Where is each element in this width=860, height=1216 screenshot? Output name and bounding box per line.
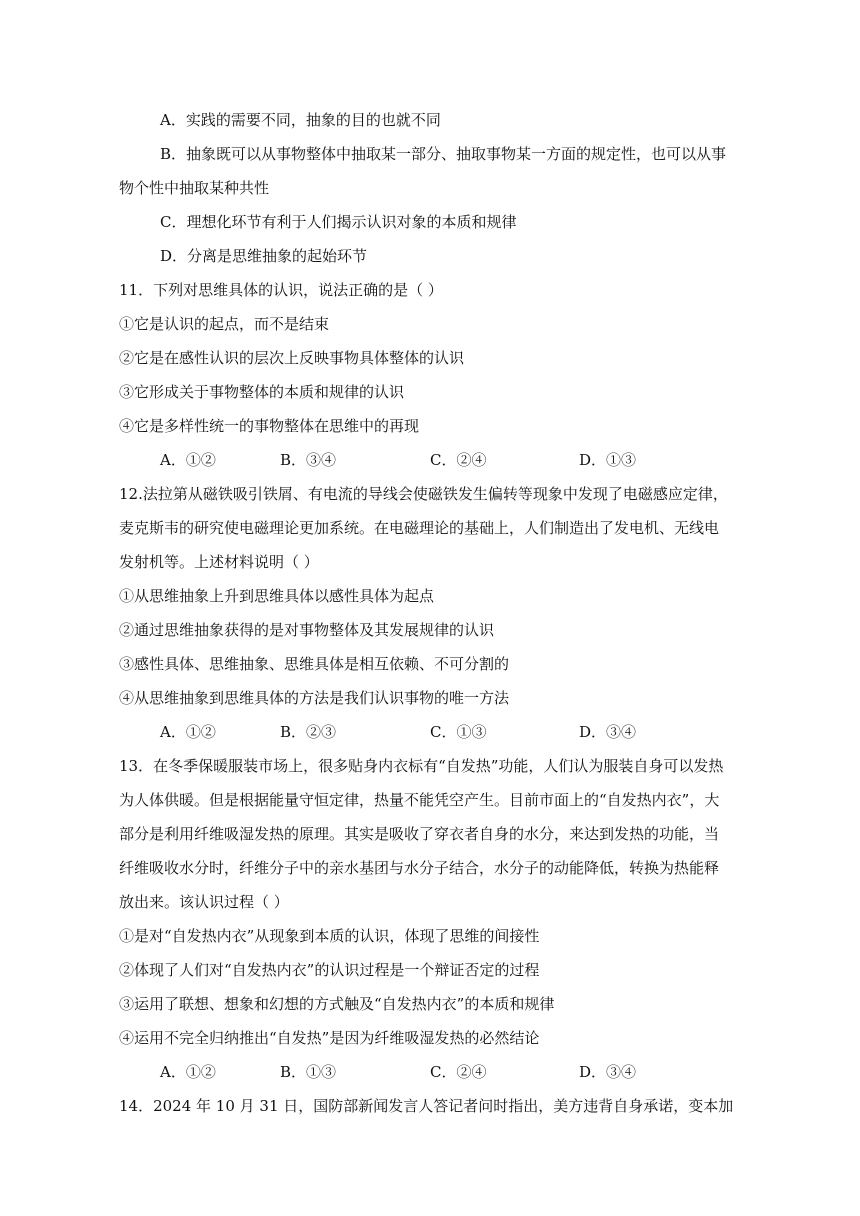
q11-item-3: ③它形成关于事物整体的本质和规律的认识 bbox=[119, 383, 405, 401]
q13-item-2: ②体现了人们对“自发热内衣”的认识过程是一个辩证否定的过程 bbox=[119, 961, 540, 979]
q13-options bbox=[0, 1061, 860, 1083]
q12-option-a: A．①② bbox=[160, 723, 216, 741]
q11-stem: 11．下列对思维具体的认识，说法正确的是（ ） bbox=[119, 281, 443, 299]
q10-option-b-line2: 物个性中抽取某种共性 bbox=[119, 179, 270, 197]
q11-options bbox=[0, 449, 860, 471]
q12-item-3: ③感性具体、思维抽象、思维具体是相互依赖、不可分割的 bbox=[119, 655, 510, 673]
q13-stem-line1: 13．在冬季保暖服装市场上，很多贴身内衣标有“自发热”功能，人们认为服装自身可以发热 bbox=[119, 757, 724, 775]
q11-item-4: ④它是多样性统一的事物整体在思维中的再现 bbox=[119, 417, 420, 435]
q13-item-3: ③运用了联想、想象和幻想的方式触及“自发热内衣”的本质和规律 bbox=[119, 995, 555, 1013]
q12-item-1: ①从思维抽象上升到思维具体以感性具体为起点 bbox=[119, 587, 435, 605]
q13-stem-line4: 纤维吸收水分时，纤维分子中的亲水基团与水分子结合，水分子的动能降低，转换为热能释 bbox=[119, 859, 720, 877]
q13-option-d: D．③④ bbox=[579, 1063, 637, 1081]
q13-stem-line3: 部分是利用纤维吸湿发热的原理。其实是吸收了穿衣者自身的水分，来达到发热的功能，当 bbox=[119, 825, 720, 843]
q12-option-b: B．②③ bbox=[280, 723, 337, 741]
q13-option-c: C．②④ bbox=[430, 1063, 487, 1081]
q13-option-a: A．①② bbox=[160, 1063, 216, 1081]
q10-option-a: A．实践的需要不同，抽象的目的也就不同 bbox=[160, 111, 441, 129]
q11-item-1: ①它是认识的起点，而不是结束 bbox=[119, 315, 330, 333]
q12-option-c: C．①③ bbox=[430, 723, 487, 741]
q10-option-b-line1: B．抽象既可以从事物整体中抽取某一部分、抽取事物某一方面的规定性，也可以从事 bbox=[160, 145, 727, 163]
q12-item-2: ②通过思维抽象获得的是对事物整体及其发展规律的认识 bbox=[119, 621, 495, 639]
q12-item-4: ④从思维抽象到思维具体的方法是我们认识事物的唯一方法 bbox=[119, 689, 510, 707]
q12-stem-line1: 12.法拉第从磁铁吸引铁屑、有电流的导线会使磁铁发生偏转等现象中发现了电磁感应定律， bbox=[119, 485, 728, 503]
q13-item-1: ①是对“自发热内衣”从现象到本质的认识，体现了思维的间接性 bbox=[119, 927, 540, 945]
q10-option-c: C．理想化环节有利于人们揭示认识对象的本质和规律 bbox=[160, 213, 517, 231]
q11-option-d: D．①③ bbox=[579, 451, 637, 469]
q11-option-b: B．③④ bbox=[280, 451, 337, 469]
q12-option-d: D．③④ bbox=[579, 723, 637, 741]
q13-item-4: ④运用不完全归纳推出“自发热”是因为纤维吸湿发热的必然结论 bbox=[119, 1029, 540, 1047]
q11-item-2: ②它是在感性认识的层次上反映事物具体整体的认识 bbox=[119, 349, 465, 367]
q11-option-a: A．①② bbox=[160, 451, 216, 469]
q10-option-d: D．分离是思维抽象的起始环节 bbox=[160, 247, 368, 265]
q12-stem-line3: 发射机等。上述材料说明（ ） bbox=[119, 553, 319, 571]
q11-option-c: C．②④ bbox=[430, 451, 487, 469]
q13-stem-line5: 放出来。该认识过程（ ） bbox=[119, 893, 289, 911]
q14-stem-line1: 14．2024 年 10 月 31 日，国防部新闻发言人答记者问时指出，美方违背自身承诺，变本加 bbox=[119, 1097, 734, 1115]
q13-option-b: B．①③ bbox=[280, 1063, 337, 1081]
q12-stem-line2: 麦克斯韦的研究使电磁理论更加系统。在电磁理论的基础上，人们制造出了发电机、无线电 bbox=[119, 519, 720, 537]
q12-options bbox=[0, 721, 860, 743]
q13-stem-line2: 为人体供暖。但是根据能量守恒定律，热量不能凭空产生。目前市面上的“自发热内衣”，大 bbox=[119, 791, 720, 809]
